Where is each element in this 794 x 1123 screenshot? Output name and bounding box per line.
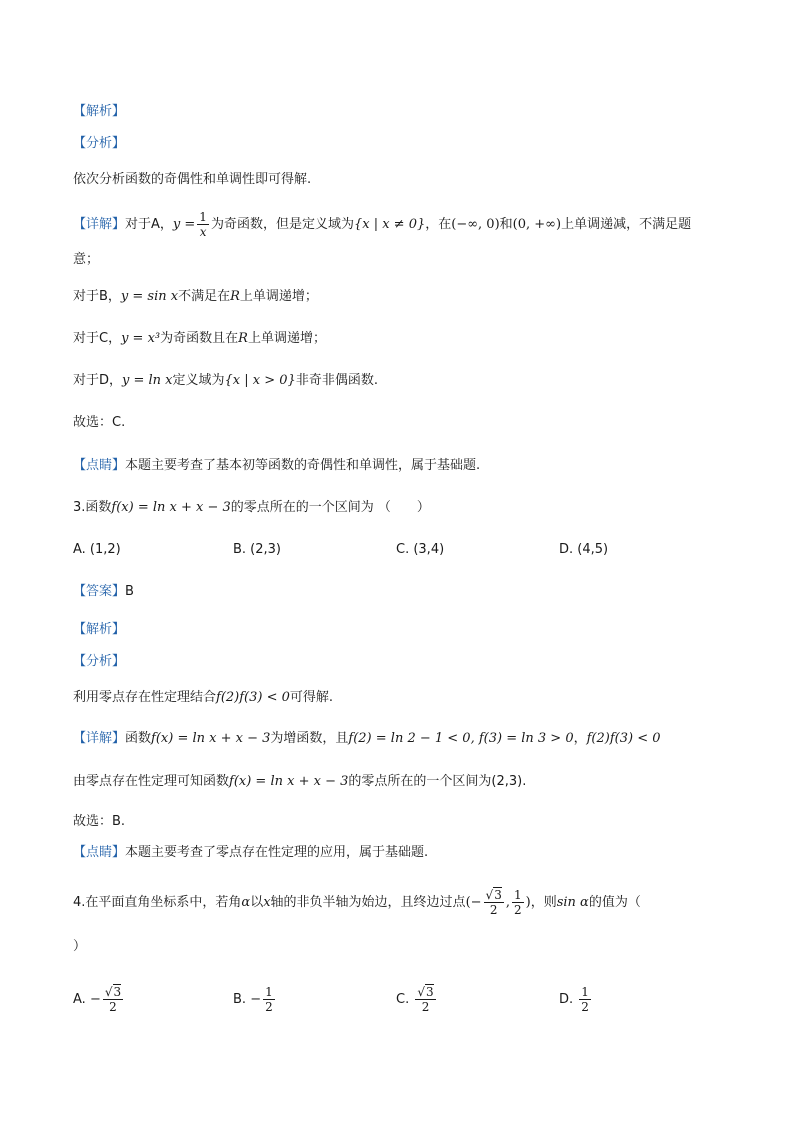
q4-stem-x: x: [263, 895, 271, 910]
detail-a-pre: 对于A，: [125, 217, 173, 232]
answer-tag: 【答案】: [73, 584, 126, 599]
q4-stem-mid: 以: [250, 895, 264, 910]
q4-stem: [73, 888, 641, 917]
detail-d-mid: 定义域为: [172, 373, 225, 388]
frac-den: 2: [513, 903, 522, 917]
comment-text: 本题主要考查了基本初等函数的奇偶性和单调性，属于基础题.: [125, 458, 481, 473]
option-frac: [103, 985, 123, 1014]
q4-point-open: (−: [465, 895, 482, 910]
q4-sin-alpha: sin α: [556, 895, 589, 910]
q3-answer: [73, 582, 134, 602]
q3-stem-math: f(x) = ln x + x − 3: [111, 500, 231, 515]
q3-detail-tag: 【详解】: [73, 731, 126, 746]
option-frac: [579, 985, 591, 1014]
q3-detail2-math: f(x) = ln x + x − 3: [229, 774, 349, 789]
q3-analysis-math: f(2)f(3) < 0: [216, 690, 290, 705]
q3-detail-math1: f(x) = ln x + x − 3: [151, 731, 271, 746]
q4-stem-end2: 的值为（: [588, 895, 641, 910]
sqrt-radicand: 3: [426, 985, 434, 999]
q4-point-frac1: [484, 888, 504, 917]
detail-b-pre: 对于B，: [73, 289, 121, 304]
frac-num: 1: [199, 210, 207, 224]
q3-detail-pre: 函数: [125, 731, 152, 746]
q2-choice: 故选：C.: [73, 415, 126, 430]
fraction-one-over-x: [197, 210, 209, 239]
frac-den: 2: [265, 1000, 273, 1014]
option-label: A.: [73, 992, 86, 1007]
q3-detail-math2: f(2) = ln 2 − 1 < 0, f(3) = ln 3 > 0: [348, 731, 574, 746]
q3-detail: [73, 729, 661, 749]
q2-detail-a-cont: 意；: [73, 252, 100, 267]
q4-option-d[interactable]: [559, 985, 593, 1014]
detail-c-end2: 上单调递增；: [247, 331, 326, 346]
q3-detail-mid: 为增函数，且: [270, 731, 349, 746]
detail-b-end: 不满足在: [178, 289, 231, 304]
option-label: C.: [396, 992, 410, 1007]
q2-detail-d: [73, 371, 378, 391]
sqrt-radicand: 3: [113, 985, 122, 999]
detail-d-math: y = ln x: [122, 373, 173, 388]
detail-a-end: 上单调递减，不满足题: [561, 217, 692, 232]
option-frac: [415, 985, 435, 1014]
q3-detail-2: [73, 772, 526, 792]
q4-option-a[interactable]: [73, 985, 125, 1014]
detail-tag: 【详解】: [73, 217, 126, 232]
q4-stem-pre: 4.在平面直角坐标系中，若角: [73, 895, 242, 910]
comment-tag: 【点睛】: [73, 458, 126, 473]
q3-stem: [73, 498, 430, 518]
detail-c-pre: 对于C，: [73, 331, 122, 346]
q3-analysis: [73, 688, 333, 708]
frac-num: 1: [581, 985, 589, 999]
q2-detail-b: [73, 287, 318, 307]
q3-comment-text: 本题主要考查了零点存在性定理的应用，属于基础题.: [125, 845, 429, 860]
q3-detail2-end: 的零点所在的一个区间为(2,3).: [348, 774, 527, 789]
fenxi-heading: 【分析】: [73, 136, 126, 151]
frac-den: 2: [109, 1000, 117, 1014]
q3-option-b[interactable]: B. (2,3): [233, 542, 282, 557]
q4-alpha: α: [241, 895, 251, 910]
q4-point-frac2: [512, 888, 524, 917]
detail-d-end: 非奇非偶函数.: [295, 373, 378, 388]
q3-option-a[interactable]: A. (1,2): [73, 542, 121, 557]
option-label: B.: [233, 992, 247, 1007]
frac-num: √3: [104, 985, 122, 999]
frac-num: 1: [513, 888, 522, 902]
frac-den: 2: [489, 903, 498, 917]
q4-option-b[interactable]: [233, 985, 277, 1014]
q2-analysis: 依次分析函数的奇偶性和单调性即可得解.: [73, 172, 312, 187]
q3-analysis-end: 可得解.: [289, 690, 334, 705]
detail-b-math: y = sin x: [120, 289, 179, 304]
q3-detail2-pre: 由零点存在性定理可知函数: [73, 774, 230, 789]
detail-c-end: 为奇函数且在: [160, 331, 239, 346]
option-sign: −: [250, 992, 262, 1007]
q3-analysis-pre: 利用零点存在性定理结合: [73, 690, 217, 705]
q4-point-close: ): [525, 895, 531, 910]
q4-stem-end: ，则: [530, 895, 557, 910]
detail-d-set: {x | x > 0}: [224, 373, 296, 388]
detail-b-r: R: [230, 289, 240, 304]
detail-a-set: {x | x ≠ 0}: [353, 217, 426, 232]
q3-detail-math3: f(2)f(3) < 0: [586, 731, 661, 746]
option-label: D.: [559, 992, 574, 1007]
detail-a-int1: (−∞, 0): [451, 217, 500, 232]
q3-stem-end: 的零点所在的一个区间为 （ ）: [230, 500, 430, 515]
q3-fenxi-heading: 【分析】: [73, 654, 126, 669]
q4-point-comma: ,: [505, 895, 510, 910]
q3-comment-tag: 【点睛】: [73, 845, 126, 860]
q3-detail-comma: ，: [573, 731, 587, 746]
q3-option-d[interactable]: D. (4,5): [559, 542, 609, 557]
answer-value: B: [125, 584, 134, 599]
option-frac: [263, 985, 275, 1014]
frac-num: √3: [485, 888, 502, 902]
detail-a-in: ，在: [425, 217, 452, 232]
frac-num: 1: [265, 985, 273, 999]
q4-option-c[interactable]: [396, 985, 438, 1014]
detail-c-math: y = x³: [121, 331, 161, 346]
frac-den: 2: [581, 1000, 589, 1014]
detail-d-pre: 对于D，: [73, 373, 123, 388]
detail-a-and: 和: [499, 217, 513, 232]
q4-stem-mid2: 轴的非负半轴为始边，且终边过点: [270, 895, 466, 910]
detail-a-y: y =: [172, 217, 196, 232]
detail-a-mid: 为奇函数，但是定义域为: [210, 217, 354, 232]
detail-b-end2: 上单调递增；: [239, 289, 318, 304]
q2-detail-c: [73, 329, 326, 349]
jiexi-heading: 【解析】: [73, 104, 126, 119]
q2-comment: [73, 456, 480, 476]
q3-jiexi-heading: 【解析】: [73, 622, 126, 637]
frac-den: 2: [421, 1000, 430, 1014]
q3-stem-pre: 3.函数: [73, 500, 112, 515]
frac-den: x: [199, 225, 207, 239]
detail-c-r: R: [238, 331, 248, 346]
q3-option-c[interactable]: C. (3,4): [396, 542, 445, 557]
frac-num: √3: [417, 985, 434, 999]
q4-stem-close: ）: [73, 939, 87, 954]
q3-choice: 故选：B.: [73, 814, 126, 829]
q2-detail-a: [73, 210, 691, 239]
detail-a-int2: (0, +∞): [512, 217, 562, 232]
sqrt-radicand: 3: [494, 888, 502, 902]
option-sign: −: [89, 992, 101, 1007]
q3-comment: [73, 843, 428, 863]
